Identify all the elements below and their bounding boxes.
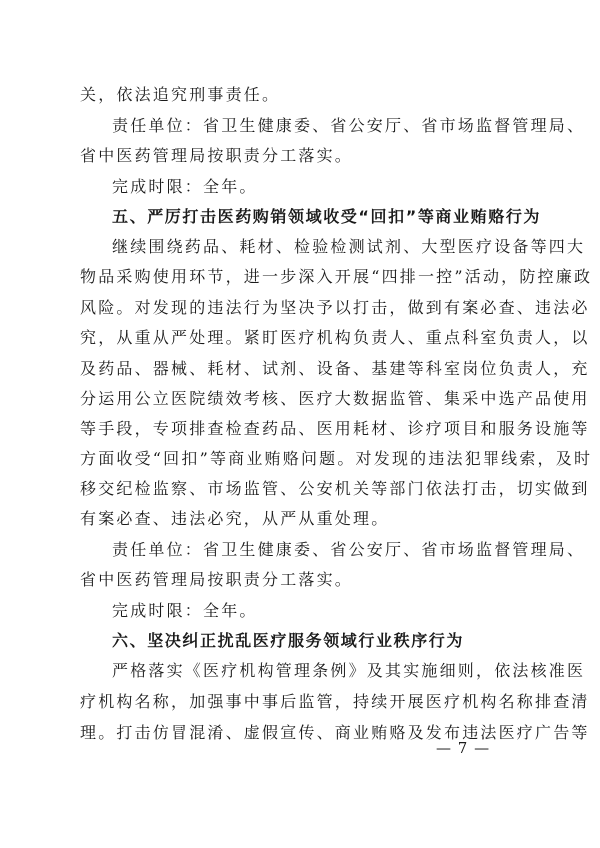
body-text-line: 风险。对发现的违法行为坚决予以打击，做到有案必查、违法必 xyxy=(80,298,590,317)
body-text-line: 继续围绕药品、耗材、检验检测试剂、大型医疗设备等四大 xyxy=(112,237,586,256)
responsible-unit-line: 责任单位：省卫生健康委、省公安厅、省市场监督管理局、 xyxy=(112,540,586,559)
body-text-line: 方面收受“回扣”等商业贿赂问题。对发现的违法犯罪线索，及时 xyxy=(80,449,593,468)
body-text-line: 移交纪检监察、市场监管、公安机关等部门依法打击，切实做到 xyxy=(80,479,590,498)
body-text-line: 严格落实《医疗机构管理条例》及其实施细则，依法核准医 xyxy=(112,661,586,680)
page-number: — 7 — xyxy=(436,739,491,757)
section-heading-6: 六、坚决纠正扰乱医疗服务领域行业秩序行为 xyxy=(112,631,465,650)
body-text-line: 省中医药管理局按职责分工落实。 xyxy=(80,146,354,165)
responsible-unit-line: 责任单位：省卫生健康委、省公安厅、省市场监督管理局、 xyxy=(112,116,586,135)
section-heading-5: 五、严厉打击医药购销领域收受“回扣”等商业贿赂行为 xyxy=(112,207,542,226)
body-text-line: 关，依法追究刑事责任。 xyxy=(80,85,281,104)
body-text-line: 理。打击仿冒混淆、虚假宣传、商业贿赂及发布违法医疗广告等 xyxy=(80,723,590,742)
body-text-line: 省中医药管理局按职责分工落实。 xyxy=(80,570,354,589)
body-text-line: 及药品、器械、耗材、试剂、设备、基建等科室岗位负责人，充 xyxy=(80,359,590,378)
body-text-line: 物品采购使用环节，进一步深入开展“四排一控”活动，防控廉政 xyxy=(80,267,593,286)
body-text-line: 分运用公立医院绩效考核、医疗大数据监管、集采中选产品使用 xyxy=(80,389,590,408)
deadline-line: 完成时限：全年。 xyxy=(112,177,258,196)
deadline-line: 完成时限：全年。 xyxy=(112,601,258,620)
body-text-line: 究，从重从严处理。紧盯医疗机构负责人、重点科室负责人，以 xyxy=(80,328,590,347)
body-text-line: 疗机构名称，加强事中事后监管，持续开展医疗机构名称排查清 xyxy=(80,692,590,711)
body-text-line: 有案必查、违法必究，从严从重处理。 xyxy=(80,509,390,528)
body-text-line: 等手段，专项排查检查药品、医用耗材、诊疗项目和服务设施等 xyxy=(80,419,590,438)
